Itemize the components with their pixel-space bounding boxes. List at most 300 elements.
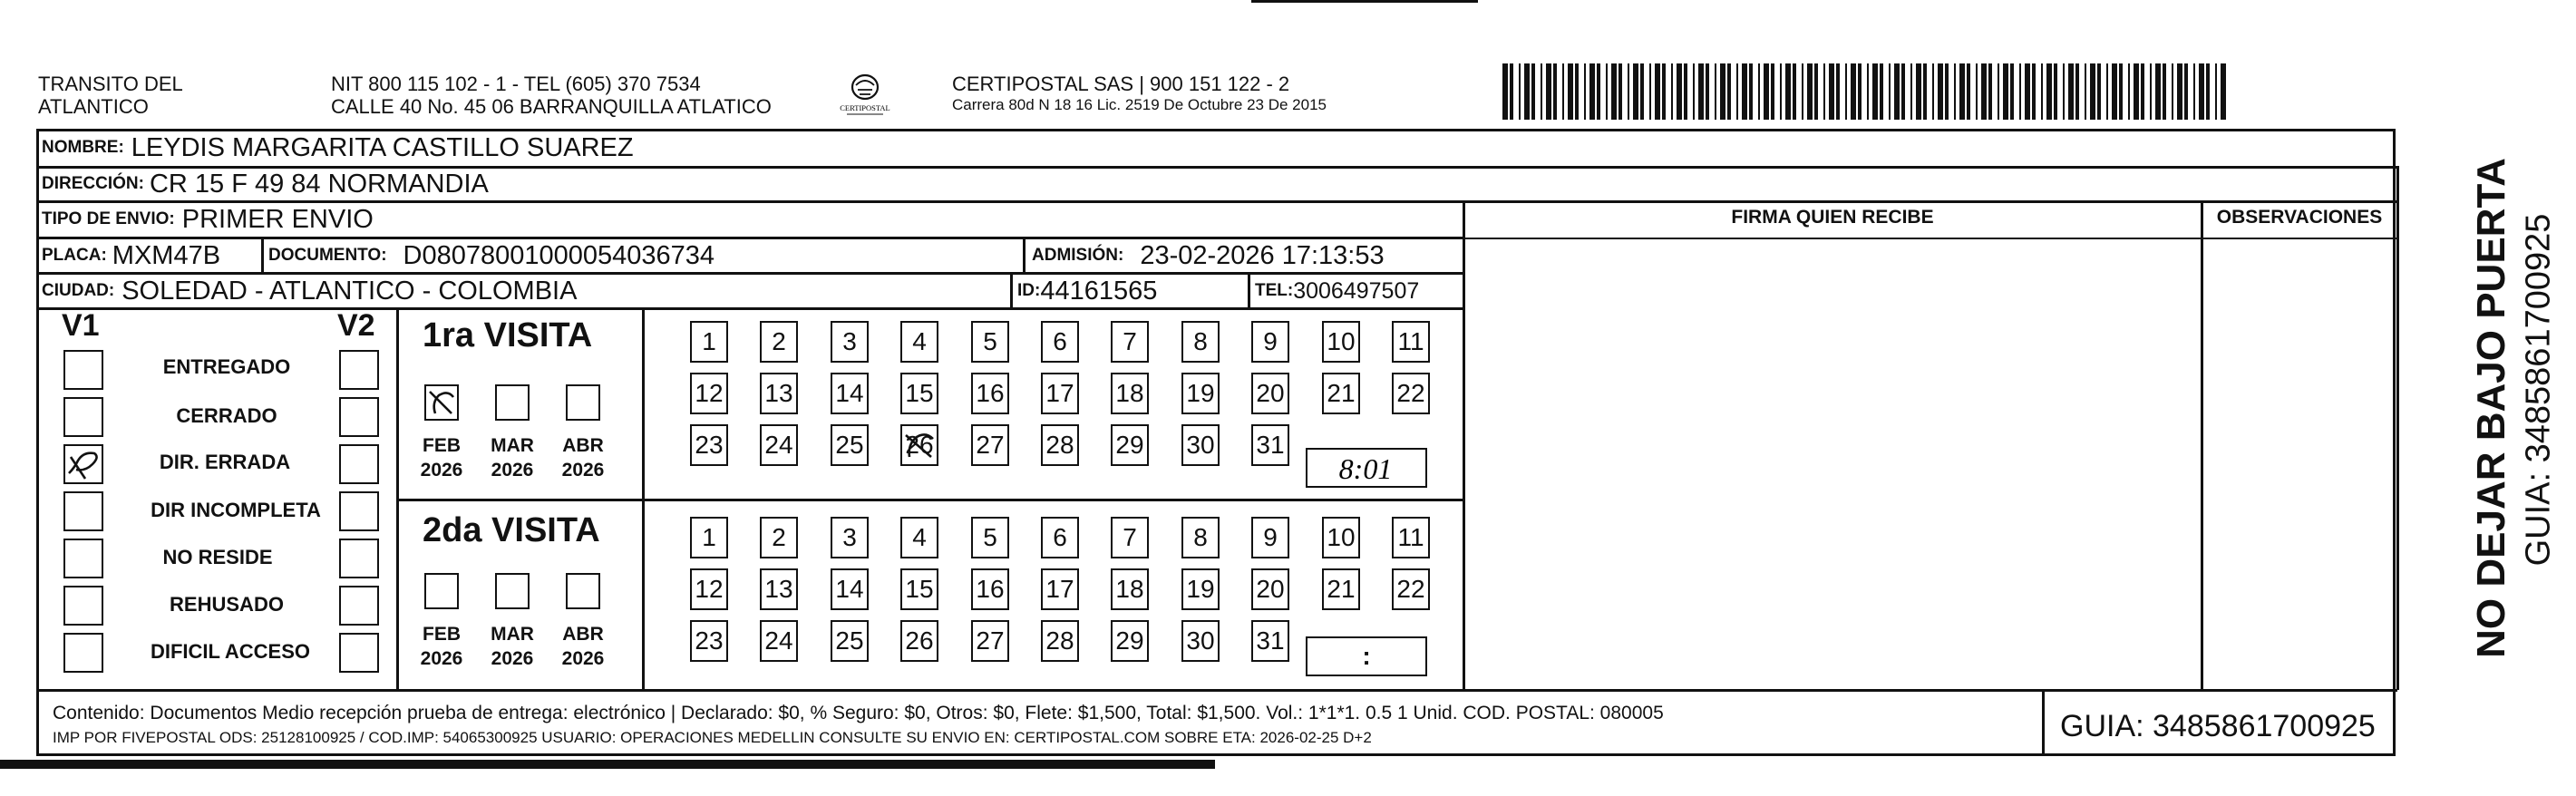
day-number: 11 — [1397, 327, 1424, 355]
first-visit-title: 1ra VISITA — [423, 316, 593, 354]
divider — [1463, 200, 1465, 690]
documento-label: DOCUMENTO: — [268, 246, 387, 265]
sender-name-line1: TRANSITO DEL — [38, 73, 183, 95]
first-visit-day-9[interactable] — [1251, 321, 1289, 363]
v2-checkbox-cerrado[interactable] — [339, 397, 379, 437]
second-visit-day-2[interactable] — [760, 517, 798, 558]
day-number: 15 — [905, 379, 934, 407]
v2-checkbox-dificil-acceso[interactable] — [339, 633, 379, 673]
second-visit-day-5[interactable] — [971, 517, 1009, 558]
barcode-bar — [1785, 63, 1791, 120]
barcode-bar — [1693, 63, 1695, 120]
first-visit-day-31[interactable] — [1251, 424, 1289, 466]
company-name: CERTIPOSTAL SAS | 900 151 122 - 2 — [952, 73, 1290, 95]
barcode-bar — [1981, 63, 1987, 120]
barcode-bar — [1662, 63, 1666, 120]
company-block — [952, 73, 1327, 115]
day-number: 14 — [835, 575, 864, 603]
day-number: 9 — [1263, 523, 1278, 551]
barcode-bar — [2193, 63, 2195, 120]
time-separator: : — [1362, 642, 1371, 670]
direccion-row — [42, 167, 489, 201]
barcode-bar — [1649, 63, 1651, 120]
barcode-bar — [1742, 63, 1747, 120]
nombre-label: NOMBRE: — [42, 138, 124, 157]
barcode-bar — [2150, 63, 2152, 120]
barcode-bar — [2010, 63, 2014, 120]
second-visit-day-3[interactable] — [831, 517, 869, 558]
nombre-row — [42, 130, 634, 166]
first-visit-day-8[interactable] — [1181, 321, 1220, 363]
second-visit-day-19[interactable] — [1181, 568, 1220, 610]
first-visit-day-10[interactable] — [1322, 321, 1360, 363]
barcode-bar — [1807, 63, 1813, 120]
second-visit-day-22[interactable] — [1392, 568, 1430, 610]
barcode-bar — [2112, 63, 2117, 120]
day-number: 3 — [842, 327, 857, 355]
first-visit-day-25[interactable] — [831, 424, 869, 466]
day-number: 29 — [1115, 431, 1144, 459]
firma-label: FIRMA QUIEN RECIBE — [1731, 207, 1934, 228]
id-label: ID: — [1017, 281, 1041, 300]
second-visit-day-30[interactable] — [1181, 620, 1220, 662]
barcode-bar — [1698, 63, 1704, 120]
first-visit-day-1[interactable] — [690, 321, 728, 363]
barcode-bar — [1967, 63, 1970, 120]
second-visit-day-29[interactable] — [1111, 620, 1149, 662]
day-number: 23 — [695, 431, 724, 459]
tipo-row — [42, 202, 374, 237]
v1-checkbox-dir-errada[interactable] — [63, 444, 103, 484]
second-visit-day-1[interactable] — [690, 517, 728, 558]
side-warning: NO DEJAR BAJO PUERTA — [2469, 158, 2513, 658]
day-number: 25 — [835, 431, 864, 459]
day-number: 20 — [1256, 379, 1285, 407]
second-visit-day-16[interactable] — [971, 568, 1009, 610]
first-visit-day-29[interactable] — [1111, 424, 1149, 466]
barcode-bar — [1640, 63, 1644, 120]
day-number: 25 — [835, 626, 864, 655]
first-visit-day-22[interactable] — [1392, 373, 1430, 414]
day-number: 22 — [1396, 575, 1425, 603]
barcode-bar — [1546, 63, 1551, 120]
footer-imp: IMP POR FIVEPOSTAL ODS: 25128100925 / COD.IMP: 54065300925 USUARIO: OPERACIONES MEDELLIN CONSULTE SU ENVIO EN: CERTIPOSTAL.COM SOBRE ETA: 2026-02-25 D+2 — [53, 729, 1372, 746]
barcode-bar — [1655, 63, 1660, 120]
second-visit-day-18[interactable] — [1111, 568, 1149, 610]
barcode-bar — [1802, 63, 1803, 120]
first-visit-day-16[interactable] — [971, 373, 1009, 414]
day-number: 23 — [695, 626, 724, 655]
second-month-box-mar[interactable] — [495, 573, 530, 609]
id-value: 44161565 — [1040, 276, 1158, 306]
divider — [2396, 166, 2399, 690]
first-visit-day-24[interactable] — [760, 424, 798, 466]
first-visit-day-13[interactable] — [760, 373, 798, 414]
first-month-label-feb: FEB 2026 — [420, 435, 463, 481]
first-visit-day-26[interactable] — [900, 424, 938, 466]
barcode-bar — [2075, 63, 2079, 120]
second-visit-day-27[interactable] — [971, 620, 1009, 662]
first-visit-day-30[interactable] — [1181, 424, 1220, 466]
sender-nit: NIT 800 115 102 - 1 - TEL (605) 370 7534 — [331, 73, 701, 95]
second-visit-day-4[interactable] — [900, 517, 938, 558]
v1-checkbox-dir-incompleta[interactable] — [63, 491, 103, 531]
first-visit-day-15[interactable] — [900, 373, 938, 414]
day-number: 20 — [1256, 575, 1285, 603]
barcode-bar — [1519, 63, 1521, 120]
day-number: 6 — [1053, 523, 1067, 551]
barcode-bar — [2046, 63, 2052, 120]
barcode-bar — [1706, 63, 1709, 120]
documento-cell — [268, 238, 714, 273]
first-month-box-mar[interactable] — [495, 384, 530, 421]
barcode-bar — [1562, 63, 1564, 120]
second-visit-day-9[interactable] — [1251, 517, 1289, 558]
barcode-bar — [1836, 63, 1840, 120]
day-number: 3 — [842, 523, 857, 551]
v2-checkbox-dir-errada[interactable] — [339, 444, 379, 484]
barcode-bar — [1851, 63, 1856, 120]
barcode-bar — [1584, 63, 1586, 120]
day-number: 26 — [905, 431, 934, 459]
barcode-bar — [1910, 63, 1912, 120]
tipo-label: TIPO DE ENVIO: — [42, 209, 175, 228]
second-month-label-feb: FEB 2026 — [420, 624, 463, 669]
tel-cell — [1255, 274, 1419, 308]
v2-checkbox-no-reside[interactable] — [339, 539, 379, 578]
day-number: 31 — [1256, 431, 1285, 459]
ciudad-value: SOLEDAD - ATLANTICO - COLOMBIA — [122, 276, 578, 306]
day-number: 13 — [764, 379, 793, 407]
first-visit-day-20[interactable] — [1251, 373, 1289, 414]
admision-value: 23-02-2026 17:13:53 — [1140, 240, 1385, 270]
barcode-bar — [2172, 63, 2173, 120]
barcode-bar — [2106, 63, 2108, 120]
second-visit-day-11[interactable] — [1392, 517, 1430, 558]
first-visit-day-27[interactable] — [971, 424, 1009, 466]
day-number: 16 — [976, 575, 1005, 603]
barcode-bar — [1736, 63, 1738, 120]
handwritten-time-icon — [1307, 450, 1425, 486]
day-number: 28 — [1045, 431, 1074, 459]
divider — [2042, 691, 2045, 756]
divider — [261, 237, 264, 273]
placa-cell — [42, 238, 220, 273]
second-visit-day-20[interactable] — [1251, 568, 1289, 610]
day-number: 7 — [1123, 327, 1137, 355]
day-number: 6 — [1053, 327, 1067, 355]
barcode-bar — [1597, 63, 1600, 120]
sender-details — [331, 73, 772, 118]
ciudad-label: CIUDAD: — [42, 281, 115, 300]
first-visit-day-19[interactable] — [1181, 373, 1220, 414]
day-number: 1 — [702, 523, 716, 551]
barcode-bar — [1823, 63, 1825, 120]
barcode-bar — [2177, 63, 2182, 120]
divider — [2201, 200, 2203, 690]
footer-guia: GUIA: 3485861700925 — [2060, 709, 2376, 743]
day-number: 18 — [1115, 575, 1144, 603]
day-number: 16 — [976, 379, 1005, 407]
v1-label: V1 — [62, 308, 100, 343]
barcode-bar — [2206, 63, 2210, 120]
day-number: 10 — [1327, 327, 1356, 355]
v2-label: V2 — [337, 308, 375, 343]
barcode-bar — [2134, 63, 2139, 120]
barcode-bar — [1976, 63, 1978, 120]
first-visit-day-14[interactable] — [831, 373, 869, 414]
day-number: 22 — [1396, 379, 1425, 407]
barcode-bar — [1954, 63, 1956, 120]
second-visit-day-31[interactable] — [1251, 620, 1289, 662]
divider — [1248, 272, 1250, 308]
barcode-bar — [1541, 63, 1542, 120]
certipostal-logo-icon — [836, 67, 894, 118]
barcode-bar — [1894, 63, 1900, 120]
second-visit-day-17[interactable] — [1041, 568, 1079, 610]
divider — [1023, 237, 1026, 273]
v2-checkbox-dir-incompleta[interactable] — [339, 491, 379, 531]
divider — [396, 499, 1464, 501]
admision-cell — [1032, 238, 1385, 273]
second-month-box-feb[interactable] — [424, 573, 459, 609]
day-number: 15 — [905, 575, 934, 603]
first-visit-day-7[interactable] — [1111, 321, 1149, 363]
sender-address: CALLE 40 No. 45 06 BARRANQUILLA ATLATICO — [331, 95, 772, 118]
handwritten-check-icon — [65, 446, 102, 482]
barcode-bar — [2063, 63, 2065, 120]
first-month-box-feb[interactable] — [424, 384, 459, 421]
barcode-bar — [2215, 63, 2217, 120]
second-visit-day-13[interactable] — [760, 568, 798, 610]
first-visit-day-4[interactable] — [900, 321, 938, 363]
second-visit-day-10[interactable] — [1322, 517, 1360, 558]
day-number: 2 — [772, 523, 786, 551]
second-visit-day-7[interactable] — [1111, 517, 1149, 558]
second-visit-day-15[interactable] — [900, 568, 938, 610]
second-visit-day-6[interactable] — [1041, 517, 1079, 558]
barcode-bar — [1677, 63, 1682, 120]
barcode-bar — [2119, 63, 2123, 120]
day-number: 12 — [695, 379, 724, 407]
barcode-bar — [2090, 63, 2095, 120]
first-visit-day-2[interactable] — [760, 321, 798, 363]
barcode-bar — [1684, 63, 1687, 120]
divider — [1463, 238, 2397, 239]
day-number: 28 — [1045, 626, 1074, 655]
first-visit-time-box[interactable] — [1306, 448, 1427, 488]
barcode-bar — [1749, 63, 1753, 120]
second-visit-day-25[interactable] — [831, 620, 869, 662]
barcode-bar — [1845, 63, 1847, 120]
id-cell — [1017, 274, 1157, 308]
first-month-label-mar: MAR 2026 — [491, 435, 534, 481]
barcode-bar — [2003, 63, 2008, 120]
day-number: 31 — [1256, 626, 1285, 655]
day-number: 26 — [905, 626, 934, 655]
day-number: 5 — [983, 327, 997, 355]
handwritten-check-icon — [902, 426, 937, 464]
day-number: 5 — [983, 523, 997, 551]
barcode-bar — [2221, 63, 2226, 120]
barcode-bar — [1589, 63, 1595, 120]
barcode-bar — [1502, 63, 1508, 120]
barcode-bar — [1531, 63, 1535, 120]
barcode-bar — [2019, 63, 2021, 120]
barcode-bar — [1959, 63, 1965, 120]
status-entregado: ENTREGADO — [162, 355, 291, 378]
second-visit-day-14[interactable] — [831, 568, 869, 610]
v1-checkbox-cerrado[interactable] — [63, 397, 103, 437]
barcode-bar — [1945, 63, 1949, 120]
second-visit-time-box[interactable] — [1306, 636, 1427, 676]
status-rehusado: REHUSADO — [170, 593, 284, 616]
day-number: 7 — [1123, 523, 1137, 551]
day-number: 27 — [976, 626, 1005, 655]
v2-checkbox-entregado[interactable] — [339, 350, 379, 390]
sender-block — [38, 73, 183, 118]
barcode-bar — [2155, 63, 2161, 120]
barcode-bar — [2199, 63, 2204, 120]
barcode-bar — [1633, 63, 1638, 120]
barcode-bar — [1758, 63, 1760, 120]
side-guia: GUIA: 3485861700925 — [2519, 213, 2558, 567]
day-number: 29 — [1115, 626, 1144, 655]
second-month-label-mar: MAR 2026 — [491, 624, 534, 669]
barcode-bar — [1764, 63, 1769, 120]
second-month-label-abr: ABR 2026 — [561, 624, 605, 669]
barcode-bar — [2163, 63, 2166, 120]
second-visit-day-21[interactable] — [1322, 568, 1360, 610]
direccion-value: CR 15 F 49 84 NORMANDIA — [149, 169, 489, 199]
first-visit-day-3[interactable] — [831, 321, 869, 363]
barcode-bar — [1720, 63, 1725, 120]
barcode-bar — [2054, 63, 2057, 120]
barcode-bar — [1901, 63, 1905, 120]
handwritten-check-icon — [426, 386, 457, 419]
first-month-box-abr[interactable] — [566, 384, 600, 421]
first-visit-day-18[interactable] — [1111, 373, 1149, 414]
barcode-bar — [1998, 63, 1999, 120]
barcode-bar — [1880, 63, 1883, 120]
barcode-bar — [1932, 63, 1934, 120]
barcode-bar — [2128, 63, 2130, 120]
v1-checkbox-entregado[interactable] — [63, 350, 103, 390]
v1-checkbox-no-reside[interactable] — [63, 539, 103, 578]
barcode-bar — [1923, 63, 1927, 120]
day-number: 4 — [912, 523, 927, 551]
second-visit-day-26[interactable] — [900, 620, 938, 662]
day-number: 21 — [1327, 379, 1356, 407]
day-number: 17 — [1045, 379, 1074, 407]
v1-checkbox-rehusado[interactable] — [63, 586, 103, 626]
day-number: 13 — [764, 575, 793, 603]
day-number: 19 — [1186, 575, 1215, 603]
day-number: 8 — [1193, 523, 1208, 551]
svg-text:8:01: 8:01 — [1338, 452, 1393, 485]
footer-content: Contenido: Documentos Medio recepción prueba de entrega: electrónico | Declarado: $0, % Seguro: $0, Otros: $0, Flete: $1,500, Total: $1,500. Vol.: 1*1*1. 0.5 1 Unid. COD. POSTAL: 080005 — [53, 703, 1664, 723]
barcode-bar — [1671, 63, 1673, 120]
barcode-bar — [2032, 63, 2036, 120]
barcode-bar — [2041, 63, 2043, 120]
barcode-bar — [1727, 63, 1731, 120]
barcode-bar — [1988, 63, 1992, 120]
svg-text:CERTIPOSTAL: CERTIPOSTAL — [840, 103, 890, 112]
nombre-value: LEYDIS MARGARITA CASTILLO SUAREZ — [131, 132, 634, 162]
divider — [1010, 272, 1013, 308]
barcode-bar — [1524, 63, 1530, 120]
barcode — [1501, 63, 2231, 120]
day-number: 30 — [1186, 626, 1215, 655]
first-visit-day-5[interactable] — [971, 321, 1009, 363]
barcode-bar — [1619, 63, 1622, 120]
second-visit-day-28[interactable] — [1041, 620, 1079, 662]
direccion-label: DIRECCIÓN: — [42, 174, 144, 193]
v2-checkbox-rehusado[interactable] — [339, 586, 379, 626]
first-visit-day-17[interactable] — [1041, 373, 1079, 414]
observaciones-label: OBSERVACIONES — [2216, 207, 2383, 228]
day-number: 14 — [835, 379, 864, 407]
second-visit-day-12[interactable] — [690, 568, 728, 610]
day-number: 2 — [772, 327, 786, 355]
barcode-bar — [1780, 63, 1782, 120]
documento-value: D08078001000054036734 — [403, 240, 715, 270]
day-number: 30 — [1186, 431, 1215, 459]
first-visit-day-28[interactable] — [1041, 424, 1079, 466]
barcode-bar — [1872, 63, 1878, 120]
first-visit-day-21[interactable] — [1322, 373, 1360, 414]
bottom-edge — [0, 760, 1215, 769]
tel-label: TEL: — [1255, 281, 1294, 300]
first-visit-day-6[interactable] — [1041, 321, 1079, 363]
barcode-bar — [1715, 63, 1716, 120]
sender-name-line2: ATLANTICO — [38, 95, 149, 118]
company-license: Carrera 80d N 18 16 Lic. 2519 De Octubre 23 De 2015 — [952, 96, 1327, 113]
barcode-bar — [1938, 63, 1943, 120]
second-visit-day-23[interactable] — [690, 620, 728, 662]
barcode-bar — [1867, 63, 1869, 120]
first-visit-day-23[interactable] — [690, 424, 728, 466]
second-month-box-abr[interactable] — [566, 573, 600, 609]
barcode-bar — [1858, 63, 1862, 120]
barcode-bar — [1553, 63, 1557, 120]
first-month-label-abr: ABR 2026 — [561, 435, 605, 481]
first-visit-day-12[interactable] — [690, 373, 728, 414]
day-number: 19 — [1186, 379, 1215, 407]
day-number: 9 — [1263, 327, 1278, 355]
status-cerrado: CERRADO — [176, 404, 277, 427]
barcode-bar — [1771, 63, 1774, 120]
v1-checkbox-dificil-acceso[interactable] — [63, 633, 103, 673]
barcode-bar — [2184, 63, 2188, 120]
barcode-bar — [2097, 63, 2101, 120]
barcode-bar — [1606, 63, 1608, 120]
placa-label: PLACA: — [42, 246, 107, 265]
second-visit-day-8[interactable] — [1181, 517, 1220, 558]
day-number: 27 — [976, 431, 1005, 459]
day-number: 18 — [1115, 379, 1144, 407]
second-visit-day-24[interactable] — [760, 620, 798, 662]
day-number: 4 — [912, 327, 927, 355]
first-visit-day-11[interactable] — [1392, 321, 1430, 363]
ciudad-cell — [42, 274, 577, 308]
tipo-value: PRIMER ENVIO — [181, 204, 374, 234]
status-dir-incompleta: DIR INCOMPLETA — [151, 499, 321, 521]
day-number: 24 — [764, 626, 793, 655]
status-no-reside: NO RESIDE — [162, 546, 273, 568]
day-number: 8 — [1193, 327, 1208, 355]
day-number: 12 — [695, 575, 724, 603]
